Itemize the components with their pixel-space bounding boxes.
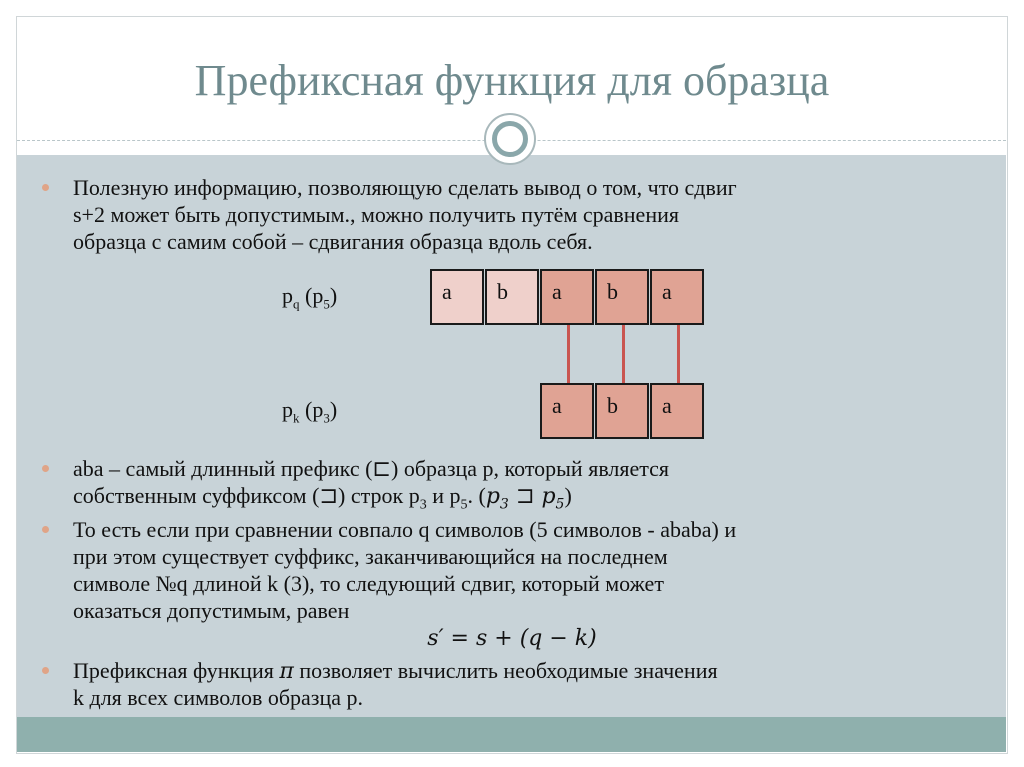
bullet-2	[42, 465, 49, 472]
bullet-4	[42, 667, 49, 674]
bullet-1	[42, 184, 49, 191]
row1-cell: b	[595, 269, 649, 325]
p1-line-3: образца с самим собой – сдвигания образца вдоль себя.	[73, 229, 593, 254]
p3-line-1: То есть если при сравнении совпало q символов (5 символов - ababa) и	[73, 517, 737, 542]
row1-cell: a	[650, 269, 704, 325]
row2-cell: a	[650, 383, 704, 439]
p2-line-2: собственным суффиксом (⊐) строк $p_3$ и $p_5$. ($p_3$ ⊐ $p_5$)	[73, 483, 572, 513]
p3-line-4: оказаться допустимым, равен	[73, 598, 350, 623]
row1-cell: b	[485, 269, 539, 325]
bottom-band	[17, 717, 1006, 752]
row2-cell: a	[540, 383, 594, 439]
p4-line-2: k для всех символов образца p.	[73, 685, 364, 710]
row1-cell: a	[540, 269, 594, 325]
p1-line-2: s+2 может быть допустимым., можно получить путём сравнения	[73, 202, 679, 227]
row2-cell: b	[595, 383, 649, 439]
decorative-ring-icon	[484, 113, 536, 165]
p1-line-1: Полезную информацию, позволяющую сделать вывод о том, что сдвиг	[73, 175, 737, 200]
p3-line-3: символе №q длиной k (3), то следующий сдвиг, который может	[73, 571, 664, 596]
match-link	[622, 325, 625, 383]
p3-line-2: при этом существует суффикс, заканчивающийся на последнем	[73, 544, 668, 569]
slide-title: Префиксная функция для образца	[194, 56, 830, 105]
p4-line-1: Префиксная функция π позволяет вычислить необходимые значения	[73, 658, 718, 684]
bullet-3	[42, 526, 49, 533]
match-link	[677, 325, 680, 383]
match-link	[567, 325, 570, 383]
row2-label: $p_k$ $(p_3)$	[282, 397, 338, 426]
shift-formula: s′ = s + (q − k)	[427, 626, 597, 651]
p2-line-1: aba – самый длинный префикс (⊏) образца p, который является	[73, 456, 670, 481]
row1-cell: a	[430, 269, 484, 325]
row1-label: $p_q$ $(p_5)$	[282, 283, 338, 312]
